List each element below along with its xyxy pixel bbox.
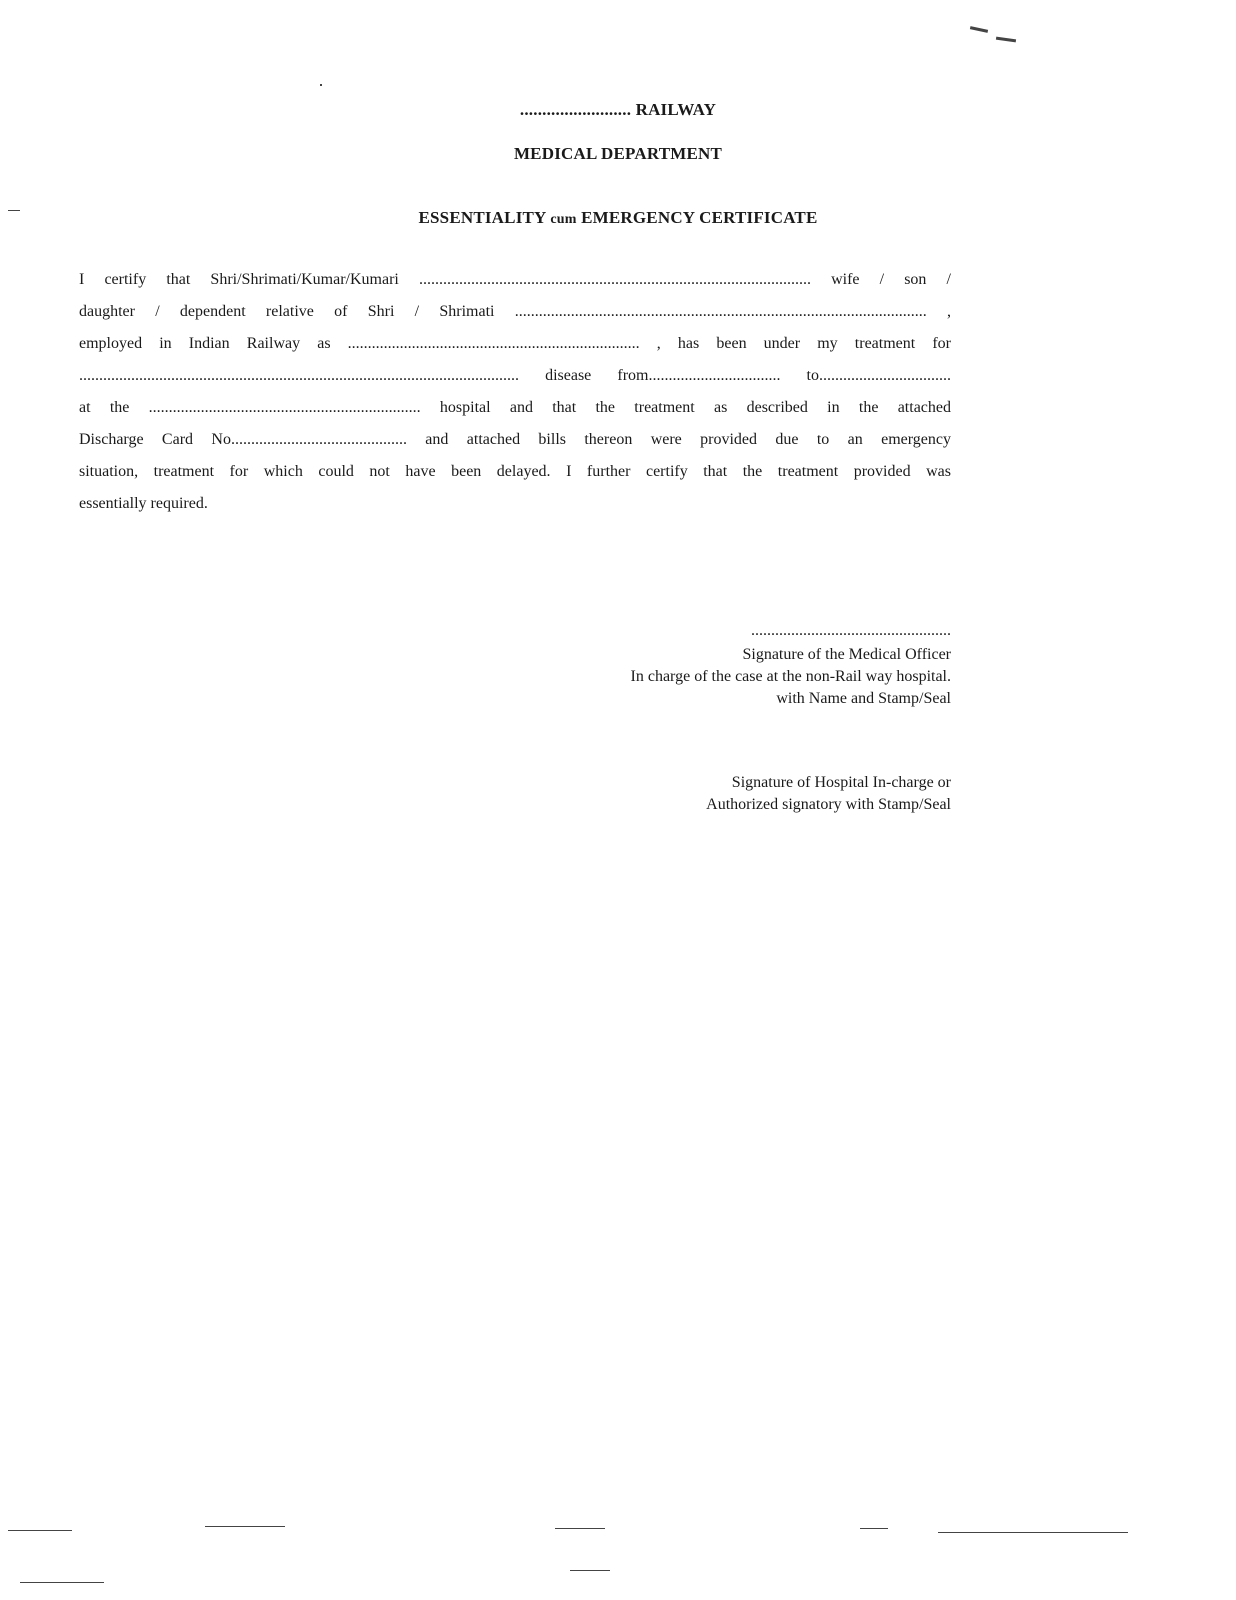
body-line-5: at the .................................................................... hospital and that the treatment as described in the attached xyxy=(79,399,951,416)
scan-mark xyxy=(555,1528,605,1529)
scan-mark xyxy=(970,26,988,33)
hospital-signature-label: Signature of Hospital In-charge or xyxy=(731,774,951,791)
medical-signature-charge: In charge of the case at the non-Rail way hospital. xyxy=(630,668,951,685)
scan-mark xyxy=(320,84,322,86)
certificate-title-post: EMERGENCY CERTIFICATE xyxy=(576,208,818,227)
medical-signature-dots: .................................................. xyxy=(751,622,951,639)
scan-mark xyxy=(570,1570,610,1571)
body-line-2: daughter / dependent relative of Shri / Shrimati ....................................................................................................... , xyxy=(79,303,951,320)
body-line-7: situation, treatment for which could not have been delayed. I further certify that the treatment provided was xyxy=(79,463,951,480)
certificate-title-cum: cum xyxy=(550,212,577,227)
body-line-8: essentially required. xyxy=(79,495,208,512)
body-line-6: Discharge Card No............................................ and attached bills thereon were provided due to an emergency xyxy=(79,431,951,448)
scan-mark xyxy=(8,210,20,211)
scan-mark xyxy=(8,1530,72,1531)
scan-mark xyxy=(20,1582,104,1583)
medical-signature-stamp: with Name and Stamp/Seal xyxy=(776,690,951,707)
medical-signature-label: Signature of the Medical Officer xyxy=(742,646,951,663)
body-line-1: I certify that Shri/Shrimati/Kumar/Kumari .................................................................................................. wife / son / xyxy=(79,271,951,288)
scan-mark xyxy=(860,1528,888,1529)
railway-heading: ......................... RAILWAY xyxy=(519,100,717,119)
body-line-3: employed in Indian Railway as ......................................................................... , has been under my treatment for xyxy=(79,335,951,352)
body-line-4: .............................................................................................................. disease from................................. to................................. xyxy=(79,367,951,384)
certificate-title-pre: ESSENTIALITY xyxy=(418,208,551,227)
hospital-signature-authorized: Authorized signatory with Stamp/Seal xyxy=(706,796,951,813)
scan-mark xyxy=(996,37,1016,43)
department-heading: MEDICAL DEPARTMENT xyxy=(513,144,723,163)
scan-mark xyxy=(938,1532,1128,1533)
certificate-title xyxy=(0,208,1236,228)
scan-mark xyxy=(205,1526,285,1527)
